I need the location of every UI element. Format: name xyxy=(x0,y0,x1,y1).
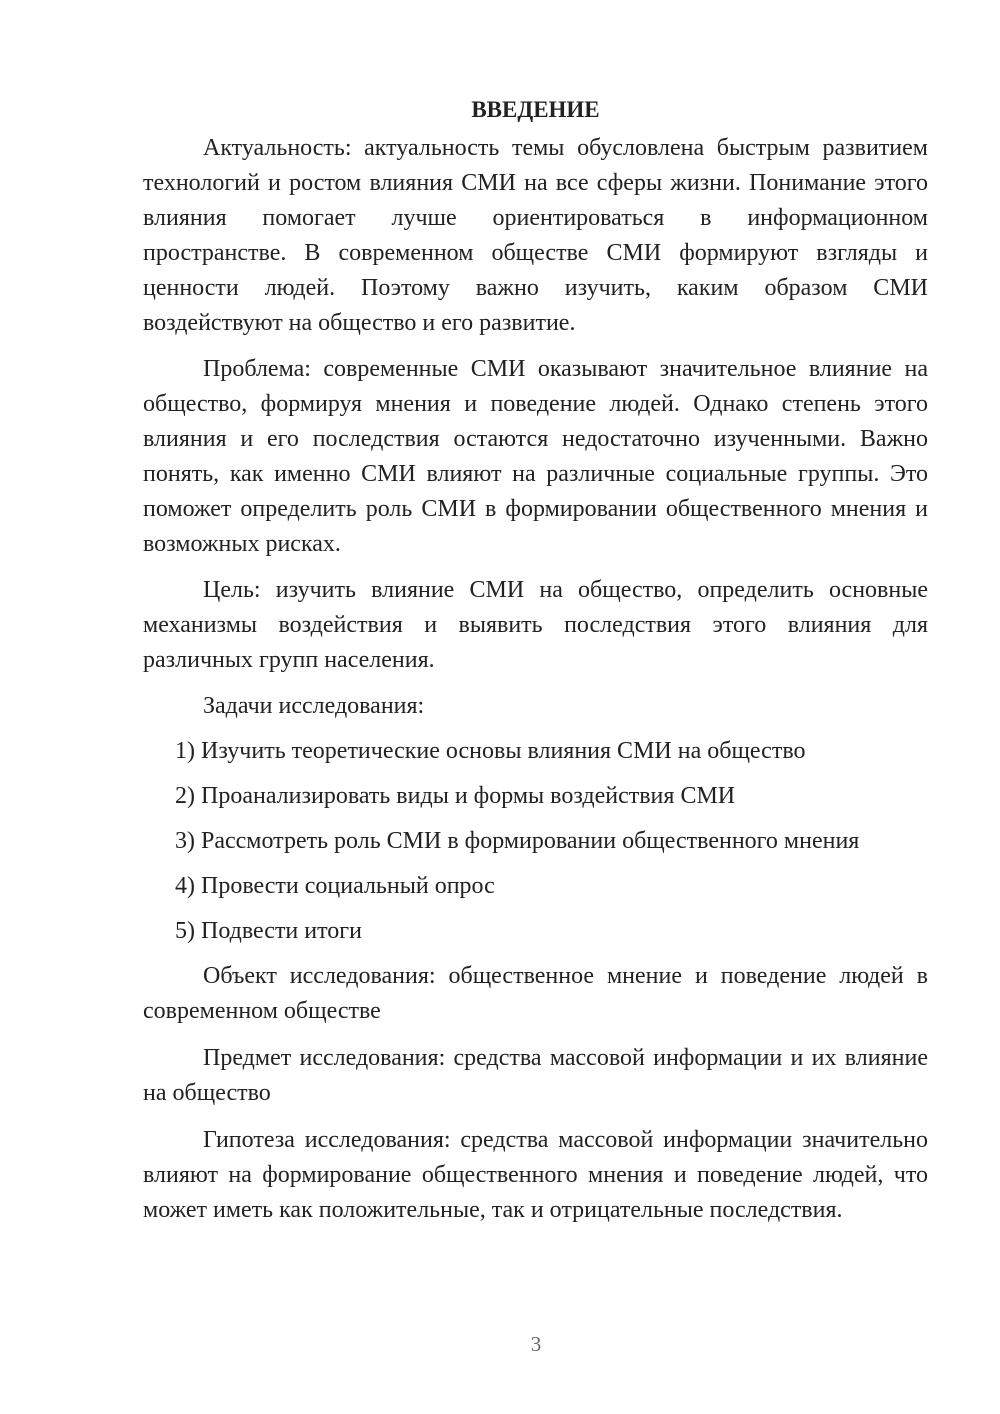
document-page xyxy=(143,92,928,1239)
paragraph-hypothesis: Гипотеза исследования: средства массовой информации значительно влияют на формирование общественного мнения и поведение людей, что может иметь как положительные, так и отрицательные последствия. xyxy=(143,1127,928,1223)
page-number: 3 xyxy=(530,1332,542,1356)
paragraph-subject: Предмет исследования: средства массовой информации и их влияние на общество xyxy=(143,1045,928,1106)
tasks-label: Задачи исследования: xyxy=(203,693,425,719)
list-item: 3) Рассмотреть роль СМИ в формировании общественного мнения xyxy=(175,828,860,854)
paragraph-problem: Проблема: современные СМИ оказывают значительное влияние на общество, формируя мнения и поведение людей. Однако степень этого влияния и его последствия остаются недостаточно изученными. Важно понять, как именно СМИ влияют на различные социальные группы. Это поможет определить роль СМИ в формировании общественного мнения и возможных рисках. xyxy=(143,356,928,557)
tasks-list xyxy=(143,734,928,949)
paragraph-goal: Цель: изучить влияние СМИ на общество, определить основные механизмы воздействия и выявить последствия этого влияния для различных групп населения. xyxy=(143,577,928,673)
list-item: 4) Провести социальный опрос xyxy=(175,873,495,899)
list-item: 1) Изучить теоретические основы влияния СМИ на общество xyxy=(175,738,806,764)
section-heading: ВВЕДЕНИЕ xyxy=(471,97,600,122)
paragraph-object: Объект исследования: общественное мнение и поведение людей в современном обществе xyxy=(143,963,928,1024)
list-item: 5) Подвести итоги xyxy=(175,918,362,944)
paragraph-relevance: Актуальность: актуальность темы обусловлена быстрым развитием технологий и ростом влияния СМИ на все сферы жизни. Понимание этого влияния помогает лучше ориентироваться в информационном пространстве. В современном обществе СМИ формируют взгляды и ценности людей. Поэтому важно изучить, каким образом СМИ воздействуют на общество и его развитие. xyxy=(143,135,928,336)
list-item: 2) Проанализировать виды и формы воздействия СМИ xyxy=(175,783,736,809)
